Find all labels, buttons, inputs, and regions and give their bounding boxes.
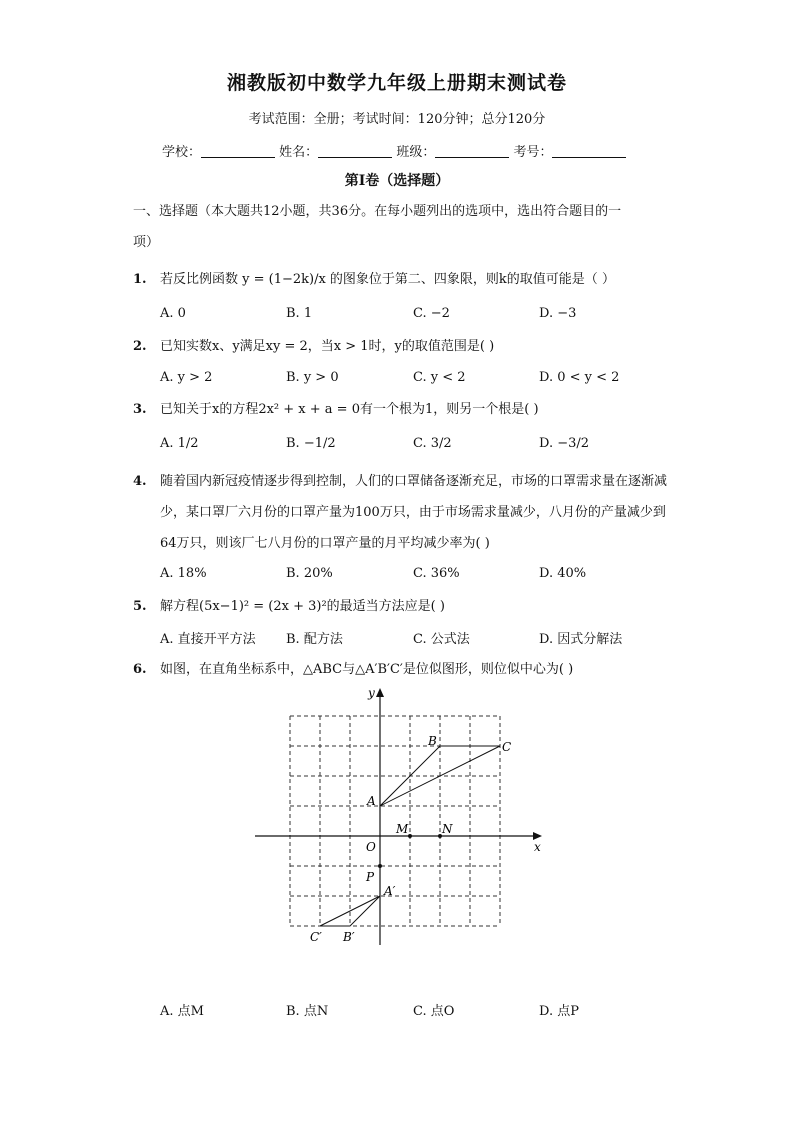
point-a-prime-label: A′ [384, 884, 396, 898]
student-info-row [162, 141, 626, 160]
question-5-options [160, 628, 680, 648]
question-1-options [160, 306, 680, 326]
option-b[interactable]: B. 1 [286, 306, 313, 321]
point-n-label: N [442, 822, 453, 836]
option-d[interactable]: D. 因式分解法 [539, 632, 623, 647]
coordinate-grid-svg [250, 683, 550, 953]
exam-title: 湘教版初中数学九年级上册期末测试卷 [226, 72, 567, 94]
point-p-label: P [366, 870, 375, 884]
point-c-prime-label: C′ [310, 930, 322, 944]
option-b[interactable]: B. y > 0 [286, 370, 339, 385]
coordinate-figure [250, 683, 550, 957]
point-m-dot [408, 834, 412, 838]
exam-scope: 考试范围：全册；考试时间：120分钟；总分120分 [248, 112, 546, 127]
section-line-1: 一、选择题（本大题共12小题，共36分。在每小题列出的选项中，选出符合题目的一 [133, 204, 622, 219]
point-b-prime-label: B′ [343, 930, 355, 944]
option-c[interactable]: C. 点O [413, 1004, 455, 1019]
volume-heading: 第Ⅰ卷（选择题） [344, 173, 450, 189]
question-text: 解方程(5x−1)² = (2x + 3)²的最适当方法应是( ) [160, 599, 445, 614]
option-d[interactable]: D. 点P [539, 1004, 579, 1019]
exam-number-label: 考号： [513, 145, 553, 160]
option-a[interactable]: A. y > 2 [160, 370, 213, 385]
question-3-options [160, 436, 680, 456]
question-text: 已知实数x、y满足xy = 2，当x > 1时，y的取值范围是( ) [160, 339, 495, 354]
point-p-dot [378, 864, 382, 868]
option-a[interactable]: A. 直接开平方法 [160, 632, 256, 647]
y-axis-label: y [368, 686, 375, 700]
name-label: 姓名： [279, 145, 319, 160]
option-a[interactable]: A. 18% [160, 566, 207, 581]
question-number: 5. [133, 599, 147, 614]
school-label: 学校： [162, 145, 202, 160]
option-d[interactable]: D. −3/2 [539, 436, 590, 451]
question-4-options [160, 566, 680, 586]
option-a[interactable]: A. 点M [160, 1004, 204, 1019]
question-text: 如图，在直角坐标系中，△ABC与△A′B′C′是位似图形，则位似中心为( ) [160, 662, 574, 677]
question-text: 随着国内新冠疫情逐步得到控制，人们的口罩储备逐渐充足，市场的口罩需求量在逐渐减少，某口罩厂六月份的口罩产量为100万只，由于市场需求量减少，八月份的产量减少到64万只，则该厂七八月份的口罩产量的月平均减少率为( ) [160, 474, 668, 551]
option-a[interactable]: A. 0 [160, 306, 186, 321]
x-axis-label: x [534, 840, 541, 854]
question-number: 4. [133, 474, 147, 489]
point-m-label: M [396, 822, 409, 836]
class-blank[interactable] [435, 145, 509, 158]
question-text: 已知关于x的方程2x² + x + a = 0有一个根为1，则另一个根是( ) [160, 402, 539, 417]
section-line-2: 项） [133, 235, 160, 250]
question-number: 1. [133, 272, 147, 287]
exam-number-blank[interactable] [552, 145, 626, 158]
option-c[interactable]: C. 3/2 [413, 436, 452, 451]
point-c-label: C [502, 740, 512, 754]
point-b-label: B [428, 734, 437, 748]
question-number: 3. [133, 402, 147, 417]
class-label: 班级： [396, 145, 436, 160]
option-b[interactable]: B. −1/2 [286, 436, 336, 451]
y-axis-arrow [376, 688, 384, 697]
option-c[interactable]: C. −2 [413, 306, 450, 321]
question-6-options [160, 1000, 680, 1020]
option-b[interactable]: B. 20% [286, 566, 333, 581]
point-a-label: A [367, 794, 376, 808]
question-number: 6. [133, 662, 147, 677]
question-number: 2. [133, 339, 147, 354]
question-text: 若反比例函数 y = (1−2k)/x 的图象位于第二、四象限，则k的取值可能是（ ） [160, 272, 615, 287]
name-blank[interactable] [318, 145, 392, 158]
option-d[interactable]: D. 40% [539, 566, 587, 581]
x-axis-arrow [533, 832, 542, 840]
option-d[interactable]: D. −3 [539, 306, 577, 321]
question-2-options [160, 370, 680, 390]
option-c[interactable]: C. y < 2 [413, 370, 466, 385]
origin-label: O [366, 840, 376, 854]
school-blank[interactable] [201, 145, 275, 158]
section-instructions [133, 196, 673, 258]
option-b[interactable]: B. 点N [286, 1004, 329, 1019]
option-b[interactable]: B. 配方法 [286, 632, 343, 647]
option-d[interactable]: D. 0 < y < 2 [539, 370, 620, 385]
option-c[interactable]: C. 36% [413, 566, 460, 581]
option-c[interactable]: C. 公式法 [413, 632, 470, 647]
option-a[interactable]: A. 1/2 [160, 436, 199, 451]
